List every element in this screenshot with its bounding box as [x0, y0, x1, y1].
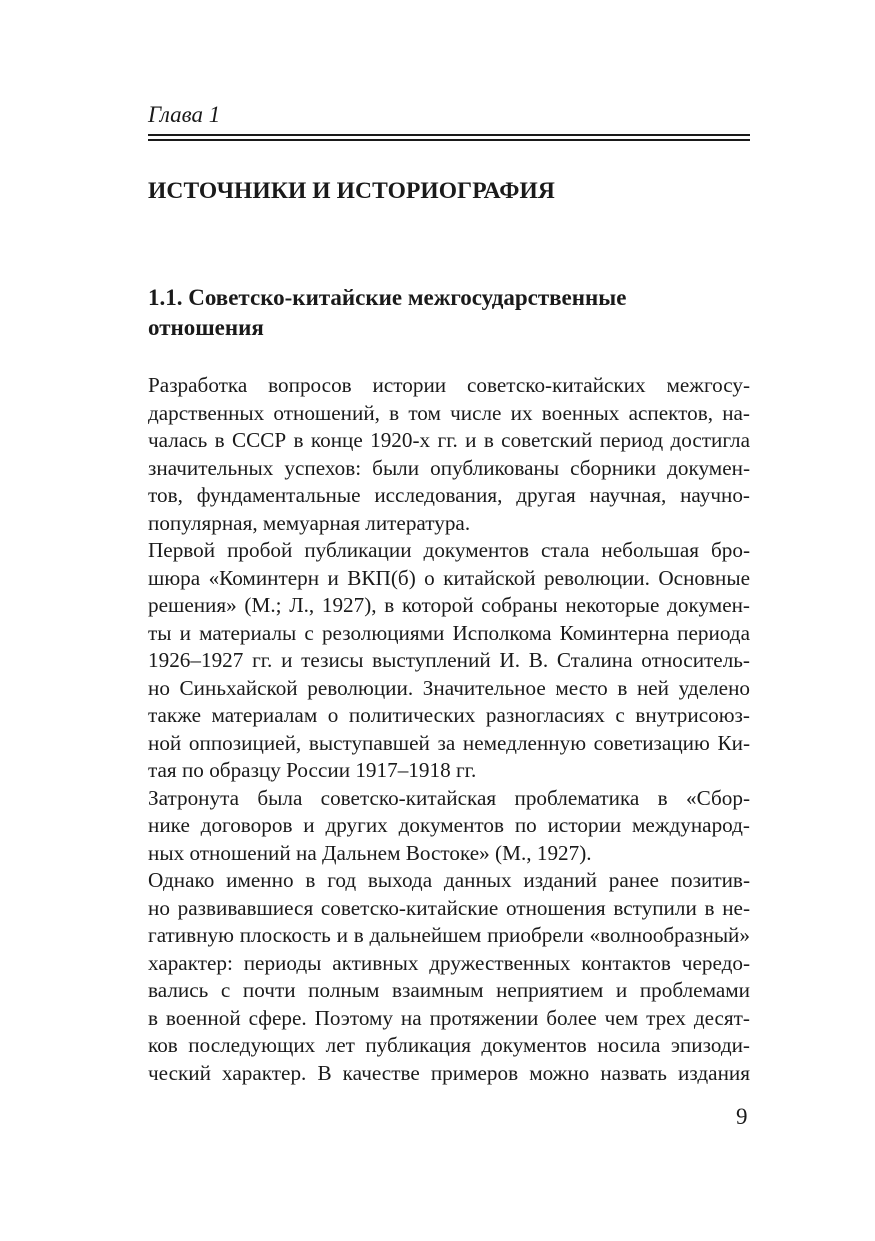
text-line: популярная, мемуарная литература. — [148, 510, 471, 535]
text-line: но Синьхайской революции. Значительное место в ней уделено — [148, 675, 750, 700]
text-line: характер: периоды активных дружественных контактов чередо- — [148, 950, 750, 975]
text-line: ческий характер. В качестве примеров можно назвать издания — [148, 1060, 750, 1085]
text-line: значительных успехов: были опубликованы сборники докумен- — [148, 455, 750, 480]
text-line: гативную плоскость и в дальнейшем приобрели «волнообразный» — [148, 923, 750, 947]
text-line: ной оппозицией, выступавшей за немедленную советизацию Ки- — [148, 730, 750, 755]
text-line: Разработка вопросов истории советско-китайских межгосу- — [148, 373, 750, 397]
text-line: 1926–1927 гг. и тезисы выступлений И. В. Сталина относитель- — [148, 648, 750, 672]
text-line: ных отношений на Дальнем Востоке» (М., 1927). — [148, 840, 592, 865]
page-number: 9 — [736, 1104, 748, 1129]
text-line: решения» (М.; Л., 1927), в которой собраны некоторые докумен- — [148, 593, 750, 617]
text-line: чалась в СССР в конце 1920-х гг. и в советский период достигла — [148, 428, 750, 452]
text-line: вались с почти полным взаимным неприятием и проблемами — [148, 978, 750, 1002]
body-text — [148, 372, 750, 1087]
text-line: нике договоров и других документов по истории международ- — [148, 813, 750, 837]
text-line: шюра «Коминтерн и ВКП(б) о китайской революции. Основные — [148, 565, 750, 590]
section-title-line: 1.1. Советско-китайские межгосударственные — [148, 285, 627, 310]
text-line: в военной сфере. Поэтому на протяжении более чем трех десят- — [148, 1005, 750, 1030]
section-title — [148, 283, 750, 343]
section-title-line: отношения — [148, 315, 264, 340]
text-line: но развивавшиеся советско-китайские отношения вступили в не- — [148, 895, 750, 920]
text-line: также материалам о политических разногласиях с внутрисоюз- — [148, 703, 750, 727]
chapter-title: ИСТОЧНИКИ И ИСТОРИОГРАФИЯ — [148, 178, 555, 204]
text-line: ков последующих лет публикация документов носила эпизоди- — [148, 1033, 750, 1057]
header-rule-top — [148, 134, 750, 136]
text-line: тов, фундаментальные исследования, другая научная, научно- — [148, 483, 750, 507]
text-line: тая по образцу России 1917–1918 гг. — [148, 758, 477, 782]
text-line: Первой пробой публикации документов стала небольшая бро- — [148, 538, 750, 562]
chapter-label: Глава 1 — [148, 102, 221, 127]
text-line: Затронута была советско-китайская проблематика в «Сбор- — [148, 785, 750, 810]
text-line: Однако именно в год выхода данных изданий ранее позитив- — [148, 868, 750, 892]
text-line: ты и материалы с резолюциями Исполкома Коминтерна периода — [148, 620, 750, 645]
text-line: дарственных отношений, в том числе их военных аспектов, на- — [148, 400, 750, 425]
header-rule-bottom — [148, 139, 750, 141]
